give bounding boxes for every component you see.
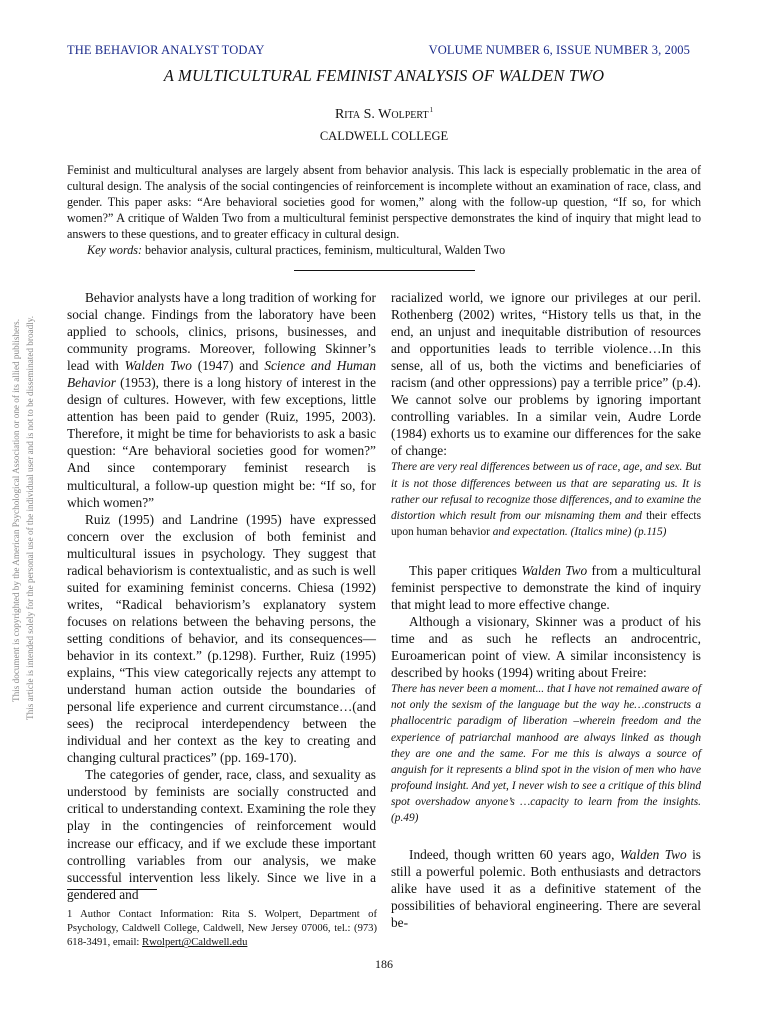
abstract [67,162,701,259]
body-paragraph [67,289,376,511]
article-title: A MULTICULTURAL FEMINIST ANALYSIS OF WALDEN TWO [163,66,605,85]
body-paragraph: The categories of gender, race, class, and sexuality as understood by feminists are socially constructed and critical to understanding context. Examining the role they play in the contingencies of reinforcement would increase our efficacy, and if we exclude these important controlling variables from our analysis, we make successful intervention less likely. Since we live in a gendered and [67,767,376,902]
quote-text: and expectation. (Italics mine) (p.115) [489,525,667,538]
keywords [67,242,701,258]
text-run: Indeed, though written 60 years ago, [409,847,620,863]
journal-name: THE BEHAVIOR ANALYST TODAY [67,43,265,57]
body-paragraph [391,562,701,613]
body-paragraph [391,846,701,931]
text-run: (1953), there is a long history of interest in the design of cultures. However, with few exceptions, little attention has been paid to gender (Ruiz, 1995, 2003). Therefore, it might be time for behaviorists to ask a basic question: “Are behavioral societies good for women?” And since contemporary feminist research is multicultural, a follow-up question might be: “If so, for which women?” [67,375,376,510]
book-title: Science and Human Behavior [67,358,377,391]
text-run: is still a powerful polemic. Both enthusiasts and detractors alike have used it as a definitive statement of the possibilities of behavioral engineering. There are several be- [391,847,701,931]
copyright-notice [4,290,44,720]
affiliation: CALDWELL COLLEGE [319,129,449,143]
footnote [67,908,377,951]
left-column [67,289,376,903]
text-run: from a multicultural feminist perspective to demonstrate the kind of inquiry that might lead to more effective change. [391,562,702,613]
footnote-divider [67,889,157,890]
text-run: This paper critiques [409,562,522,578]
author-footnote-mark: 1 [429,106,434,114]
abstract-text: Feminist and multicultural analyses are largely absent from behavior analysis. This lack is especially problematic in the area of cultural design. The analysis of the social contingencies of reinforcement is incomplete without an examination of race, class, and gender. This paper asks: “Are behavioral societies good for women,” along with the follow-up question, “If so, for which women?” A critique of Walden Two from a multicultural feminist perspective demonstrates the kind of inquiry that might lead to answers to these questions, and to greater efficacy in cultural design. [67,163,701,242]
email-link[interactable]: Rwolpert@Caldwell.edu [142,937,248,949]
text-run: (1947) and [191,358,265,374]
quote-text: There are very real differences between us of race, age, and sex. But it is not those differences between us that are separating us. It is rather our refusal to recognize those differences, and to examine the distortion which result from our misnaming them and [391,461,701,522]
body-paragraph: Ruiz (1995) and Landrine (1995) have expressed concern over the exclusion of both feminist and multicultural issues in psychology. They suggest that radical behaviorism is contextualistic, and as such is well suited for examining feminist concerns. Chiesa (1992) writes, “Radical behaviorism’s explanatory system focuses on relations between the behaving persons, the setting conditions of behavior, and its consequences—behavior in its context.” (p.1298). Further, Ruiz (1995) explains, “This view categorically rejects any attempt to understand human action outside the boundaries of personal life experience and current circumstance…(and sees) the reciprocal interdependency between the individual and her context as the key to creating and changing cultural practices” (pp. 169-170). [67,511,376,766]
quote-text: their effects upon human behavior [391,509,701,538]
title-divider [294,270,475,271]
body-paragraph: Although a visionary, Skinner was a product of his time and as such he reflects an androcentric, Euroamerican point of view. A similar inconsistency is described by hooks (1994) writing about Freire: [391,614,701,681]
keywords-list: behavior analysis, cultural practices, feminism, multicultural, Walden Two [145,243,506,258]
copyright-notice-line-2: This article is intended solely for the personal use of the individual user and is not to be disseminated broadly. [25,315,35,720]
book-title: Walden Two [619,847,687,863]
keywords-label: Key words: [87,243,142,258]
issue-info: VOLUME NUMBER 6, ISSUE NUMBER 3, 2005 [428,43,690,57]
page-number: 186 [375,957,393,971]
book-title: Walden Two [521,562,588,578]
block-quote: There has never been a moment... that I have not remained aware of not only the sexism of the language but the way he…constructs a phallocentric paradigm of liberation –wherein freedom and the experience of patriarchal manhood are always linked as though they are one and the same. For me this is always a source of anguish for it represents a blind spot in the vision of men who have profound insight. And yet, I never wish to see a critique of this blind spot overshadow anyone’s …capacity to learn from the insights. (p.49) [391,683,701,825]
body-paragraph: racialized world, we ignore our privileges at our peril. Rothenberg (2002) writes, “History tells us that, in the end, an unjust and inequitable distribution of resources and opportunities leads to terrible violence…In this sense, all of us, both the victims and beneficiaries of racism (and other oppressions) pay a terrible price” (p.4). We cannot solve our problems by ignoring important controlling variables. In a similar vein, Audre Lorde (1984) exhorts us to examine our differences for the sake of change: [391,290,701,459]
running-header [67,43,690,58]
author-name: Rita S. Wolpert [334,107,429,122]
book-title: Walden Two [124,358,192,374]
text-run: Behavior analysts have a long tradition of working for social change. Findings from the laboratory have been applied to schools, clinics, prisons, businesses, and community programs. Moreover, following Skinner’s lead with [67,290,376,374]
author-line [0,106,768,123]
right-column [391,289,701,931]
block-quote [391,459,701,539]
footnote-text: 1 Author Contact Information: Rita S. Wolpert, Department of Psychology, Caldwell College, Caldwell, New Jersey 07006, tel.: (973) 618-3491, email: [67,909,377,949]
copyright-notice-line-1: This document is copyrighted by the American Psychological Association or one of its allied publishers. [11,319,21,702]
